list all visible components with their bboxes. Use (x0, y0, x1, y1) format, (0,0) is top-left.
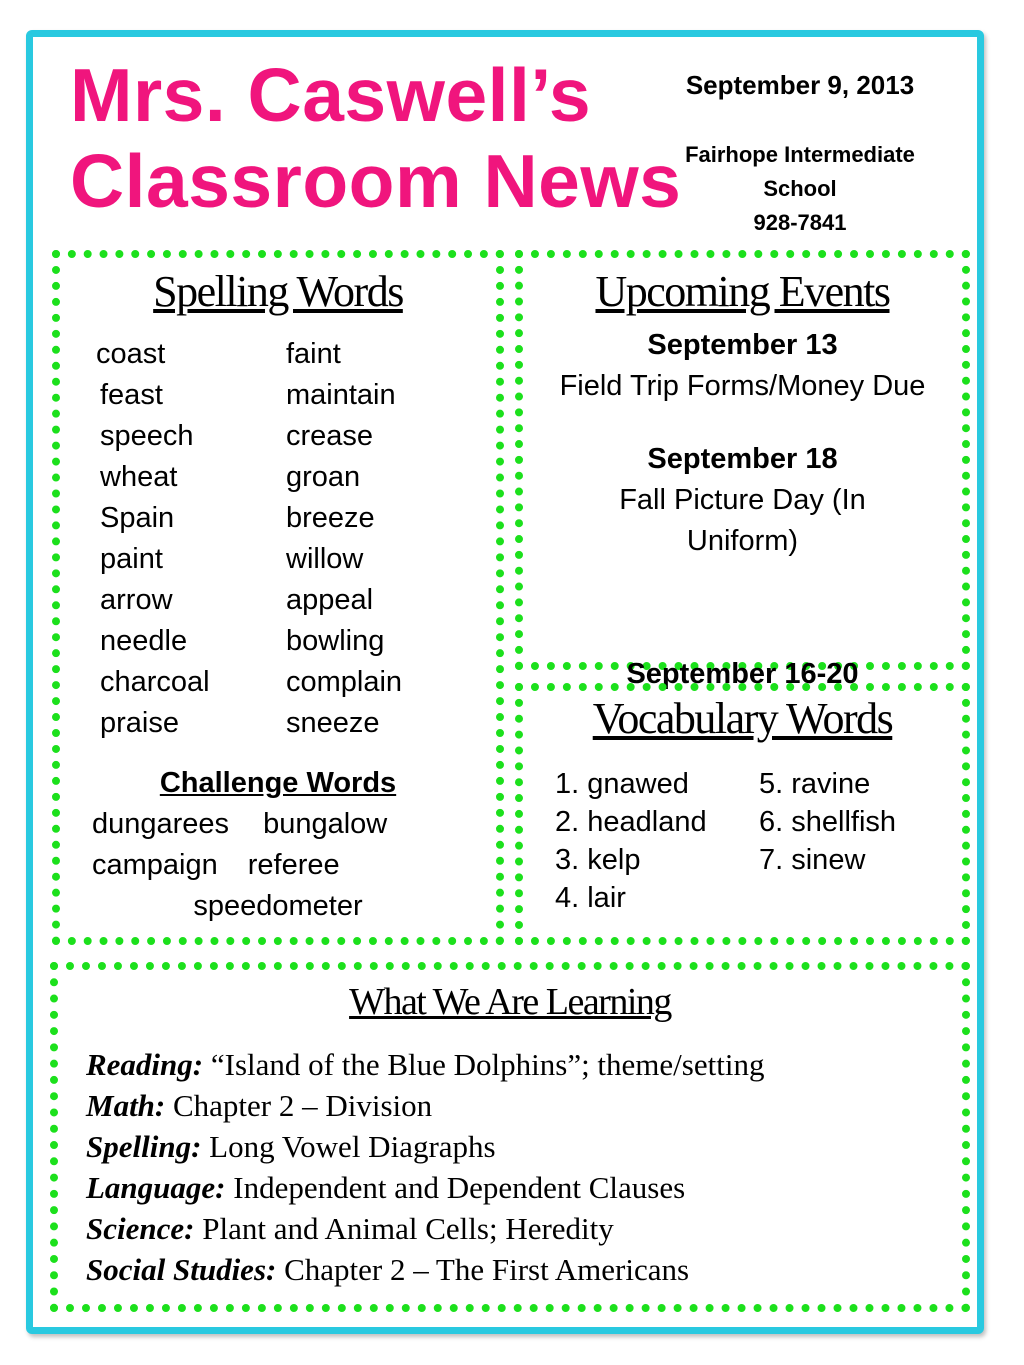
learning-item (86, 1167, 764, 1208)
spelling-column-1 (96, 334, 210, 744)
event-item (523, 325, 962, 407)
vocabulary-word: 2. headland (555, 806, 707, 838)
vocabulary-words-section (515, 683, 970, 945)
subject-topic: Chapter 2 – Division (173, 1088, 433, 1123)
subject-label: Science: (86, 1211, 195, 1246)
spelling-word: maintain (286, 379, 396, 411)
subject-topic: Plant and Animal Cells; Heredity (202, 1211, 614, 1246)
learning-item (86, 1249, 764, 1290)
events-heading: Upcoming Events (595, 267, 890, 316)
spelling-heading: Spelling Words (153, 267, 403, 316)
vocabulary-word: 3. kelp (555, 844, 641, 876)
newsletter-title (70, 52, 681, 224)
vocabulary-word: 5. ravine (759, 768, 871, 800)
header-info (640, 68, 960, 240)
learning-heading: What We Are Learning (349, 981, 671, 1023)
newsletter-date: September 9, 2013 (685, 70, 915, 100)
learning-item (86, 1126, 764, 1167)
spelling-word: speech (100, 420, 194, 452)
challenge-word: campaign (92, 849, 218, 881)
vocabulary-column-2 (759, 765, 896, 879)
vocabulary-word: 4. lair (555, 882, 626, 914)
spelling-column-2 (286, 334, 402, 744)
spelling-word: coast (96, 338, 166, 370)
event-description: Field Trip Forms/Money Due (559, 370, 926, 402)
challenge-heading: Challenge Words (159, 767, 397, 799)
spelling-words-section (52, 250, 504, 945)
vocabulary-word: 1. gnawed (555, 768, 689, 800)
spelling-word: praise (100, 707, 179, 739)
spelling-word: complain (286, 666, 403, 698)
event-description: Fall Picture Day (In Uniform) (619, 484, 866, 557)
learning-item (86, 1085, 764, 1126)
title-line-1: Mrs. Caswell’s (70, 53, 592, 137)
spelling-word: faint (286, 338, 341, 370)
subject-topic: Independent and Dependent Clauses (233, 1170, 686, 1205)
spelling-word: feast (100, 379, 163, 411)
challenge-words (60, 763, 496, 927)
spelling-word: willow (286, 543, 364, 575)
spelling-word: breeze (286, 502, 375, 534)
event-item (523, 439, 962, 562)
spelling-word: crease (286, 420, 374, 452)
spelling-word: Spain (100, 502, 175, 534)
vocabulary-word: 6. shellfish (759, 806, 897, 838)
subject-topic: Chapter 2 – The First Americans (284, 1252, 690, 1287)
spelling-word: needle (100, 625, 188, 657)
spelling-word: groan (286, 461, 361, 493)
spelling-word: paint (100, 543, 163, 575)
event-date-partial: September 16-20 (626, 658, 859, 690)
vocabulary-column-1 (555, 765, 707, 917)
learning-item (86, 1044, 764, 1085)
challenge-word: bungalow (263, 808, 388, 840)
learning-list (86, 1044, 764, 1290)
spelling-word: sneeze (286, 707, 380, 739)
challenge-row (60, 804, 496, 845)
upcoming-events-section (515, 250, 970, 690)
event-date: September 13 (647, 329, 838, 361)
challenge-word: referee (247, 849, 340, 881)
challenge-row (60, 845, 496, 886)
subject-topic: “Island of the Blue Dolphins”; theme/setting (210, 1047, 765, 1082)
learning-item (86, 1208, 764, 1249)
spelling-word: arrow (100, 584, 173, 616)
subject-label: Reading: (86, 1047, 204, 1082)
title-line-2: Classroom News (70, 139, 682, 223)
subject-label: Spelling: (86, 1129, 202, 1164)
school-name: Fairhope Intermediate School (685, 142, 915, 201)
challenge-word: speedometer (193, 890, 363, 922)
subject-topic: Long Vowel Diagraphs (209, 1129, 496, 1164)
vocabulary-heading: Vocabulary Words (592, 694, 893, 743)
subject-label: Math: (86, 1088, 166, 1123)
event-date: September 18 (647, 443, 838, 475)
school-phone: 928-7841 (753, 210, 847, 235)
challenge-word: dungarees (92, 808, 230, 840)
spelling-word: charcoal (100, 666, 210, 698)
subject-label: Social Studies: (86, 1252, 277, 1287)
spelling-word: wheat (100, 461, 178, 493)
vocabulary-word: 7. sinew (759, 844, 866, 876)
spelling-word: bowling (286, 625, 385, 657)
spelling-word: appeal (286, 584, 374, 616)
what-we-are-learning-section (50, 962, 970, 1312)
subject-label: Language: (86, 1170, 226, 1205)
